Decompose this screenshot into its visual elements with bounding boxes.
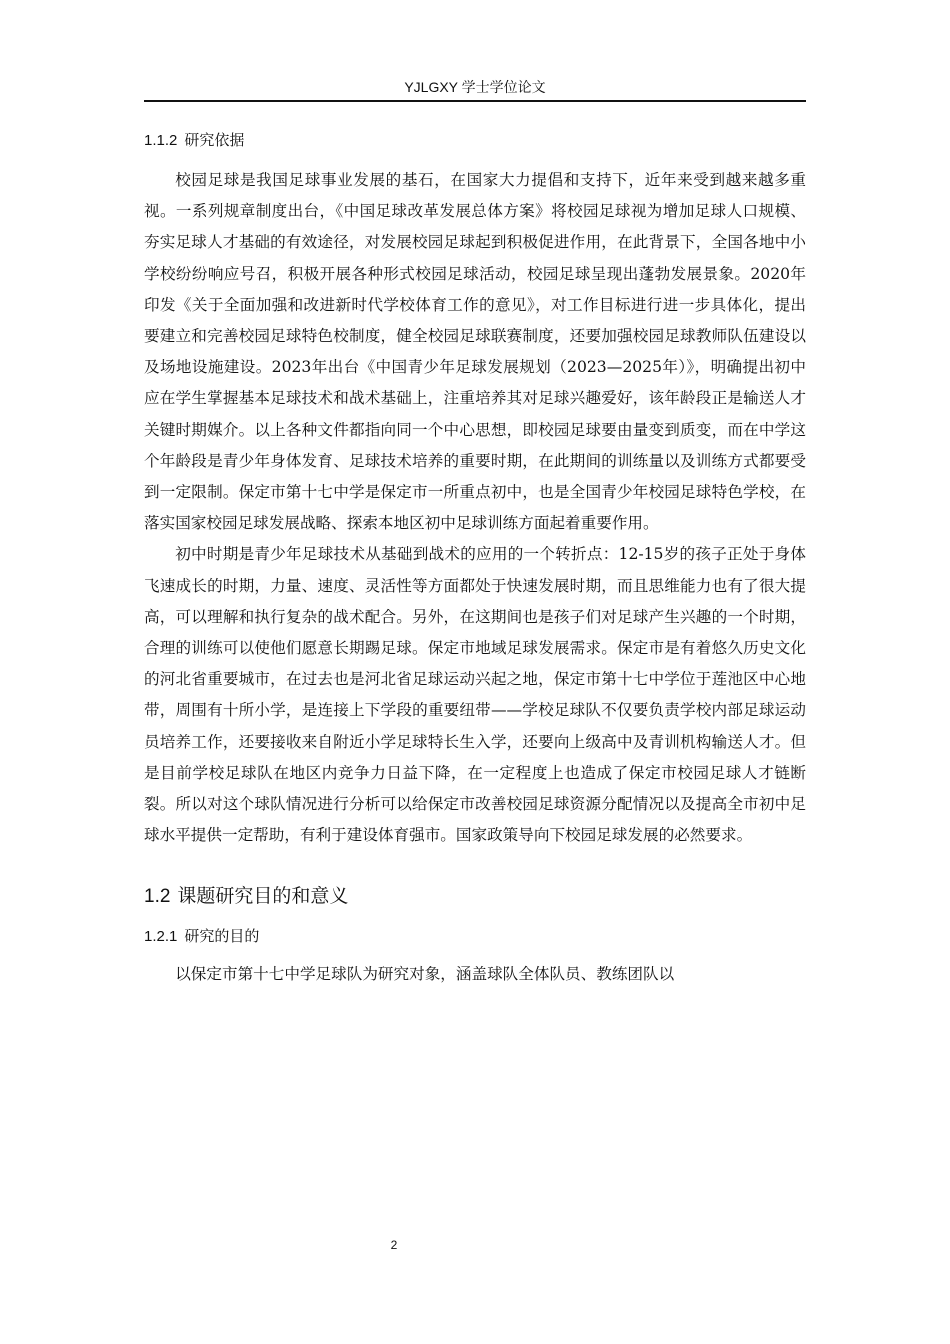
subsection-heading-1-1-2 bbox=[144, 126, 806, 154]
section-title: 课题研究目的和意义 bbox=[177, 885, 349, 908]
body-paragraph: 初中时期是青少年足球技术从基础到战术的应用的一个转折点：12-15岁的孩子正处于身体飞速成长的时期，力量、速度、灵活性等方面都处于快速发展时期，而且思维能力也有了很大提高，可以理解和执行复杂的战术配合。另外，在这期间也是孩子们对足球产生兴趣的一个时期，合理的训练可以使他们愿意长期踢足球。保定市地域足球发展需求。保定市是有着悠久历史文化的河北省重要城市，在过去也是河北省足球运动兴起之地，保定市第十七中学位于莲池区中心地带，周围有十所小学，是连接上下学段的重要纽带——学校足球队不仅要负责学校内部足球运动员培养工作，还要接收来自附近小学足球特长生入学，还要向上级高中及青训机构输送人才。但是目前学校足球队在地区内竞争力日益下降，在一定程度上也造成了保定市校园足球人才链断裂。所以对这个球队情况进行分析可以给保定市改善校园足球资源分配情况以及提高全市初中足球水平提供一定帮助，有利于建设体育强市。国家政策导向下校园足球发展的必然要求。 bbox=[144, 545, 806, 845]
subsection-number: 1.1.2 bbox=[144, 132, 178, 149]
body-paragraph: 以保定市第十七中学足球队为研究对象，涵盖球队全体队员、教练团队以 bbox=[175, 965, 675, 984]
section-heading-1-2 bbox=[144, 881, 806, 911]
subsection-title: 研究的目的 bbox=[184, 927, 260, 946]
section-number: 1.2 bbox=[144, 886, 171, 908]
subsection-heading-1-2-1 bbox=[144, 922, 806, 950]
page-content bbox=[144, 126, 806, 991]
header-rule bbox=[144, 100, 806, 102]
subsection-number: 1.2.1 bbox=[144, 928, 178, 946]
page-header-title: YJLGXY 学士学位论文 bbox=[404, 79, 546, 95]
subsection-title: 研究依据 bbox=[184, 131, 245, 149]
page-number: 2 bbox=[390, 1238, 398, 1252]
body-paragraph: 校园足球是我国足球事业发展的基石，在国家大力提倡和支持下，近年来受到越来越多重视。一系列规章制度出台，《中国足球改革发展总体方案》将校园足球视为增加足球人口规模、夯实足球人才基础的有效途径，对发展校园足球起到积极促进作用，在此背景下，全国各地中小学校纷纷响应号召，积极开展各种形式校园足球活动，校园足球呈现出蓬勃发展景象。2020年印发《关于全面加强和改进新时代学校体育工作的意见》，对工作目标进行进一步具体化，提出要建立和完善校园足球特色校制度，健全校园足球联赛制度，还要加强校园足球教师队伍建设以及场地设施建设。2023年出台《中国青少年足球发展规划（2023—2025年）》，明确提出初中应在学生掌握基本足球技术和战术基础上，注重培养其对足球兴趣爱好，该年龄段正是输送人才关键时期媒介。以上各种文件都指向同一个中心思想，即校园足球要由量变到质变，而在中学这个年龄段是青少年身体发育、足球技术培养的重要时期，在此期间的训练量以及训练方式都要受到一定限制。保定市第十七中学是保定市一所重点初中，也是全国青少年校园足球特色学校，在落实国家校园足球发展战略、探索本地区初中足球训练方面起着重要作用。 bbox=[144, 171, 806, 533]
